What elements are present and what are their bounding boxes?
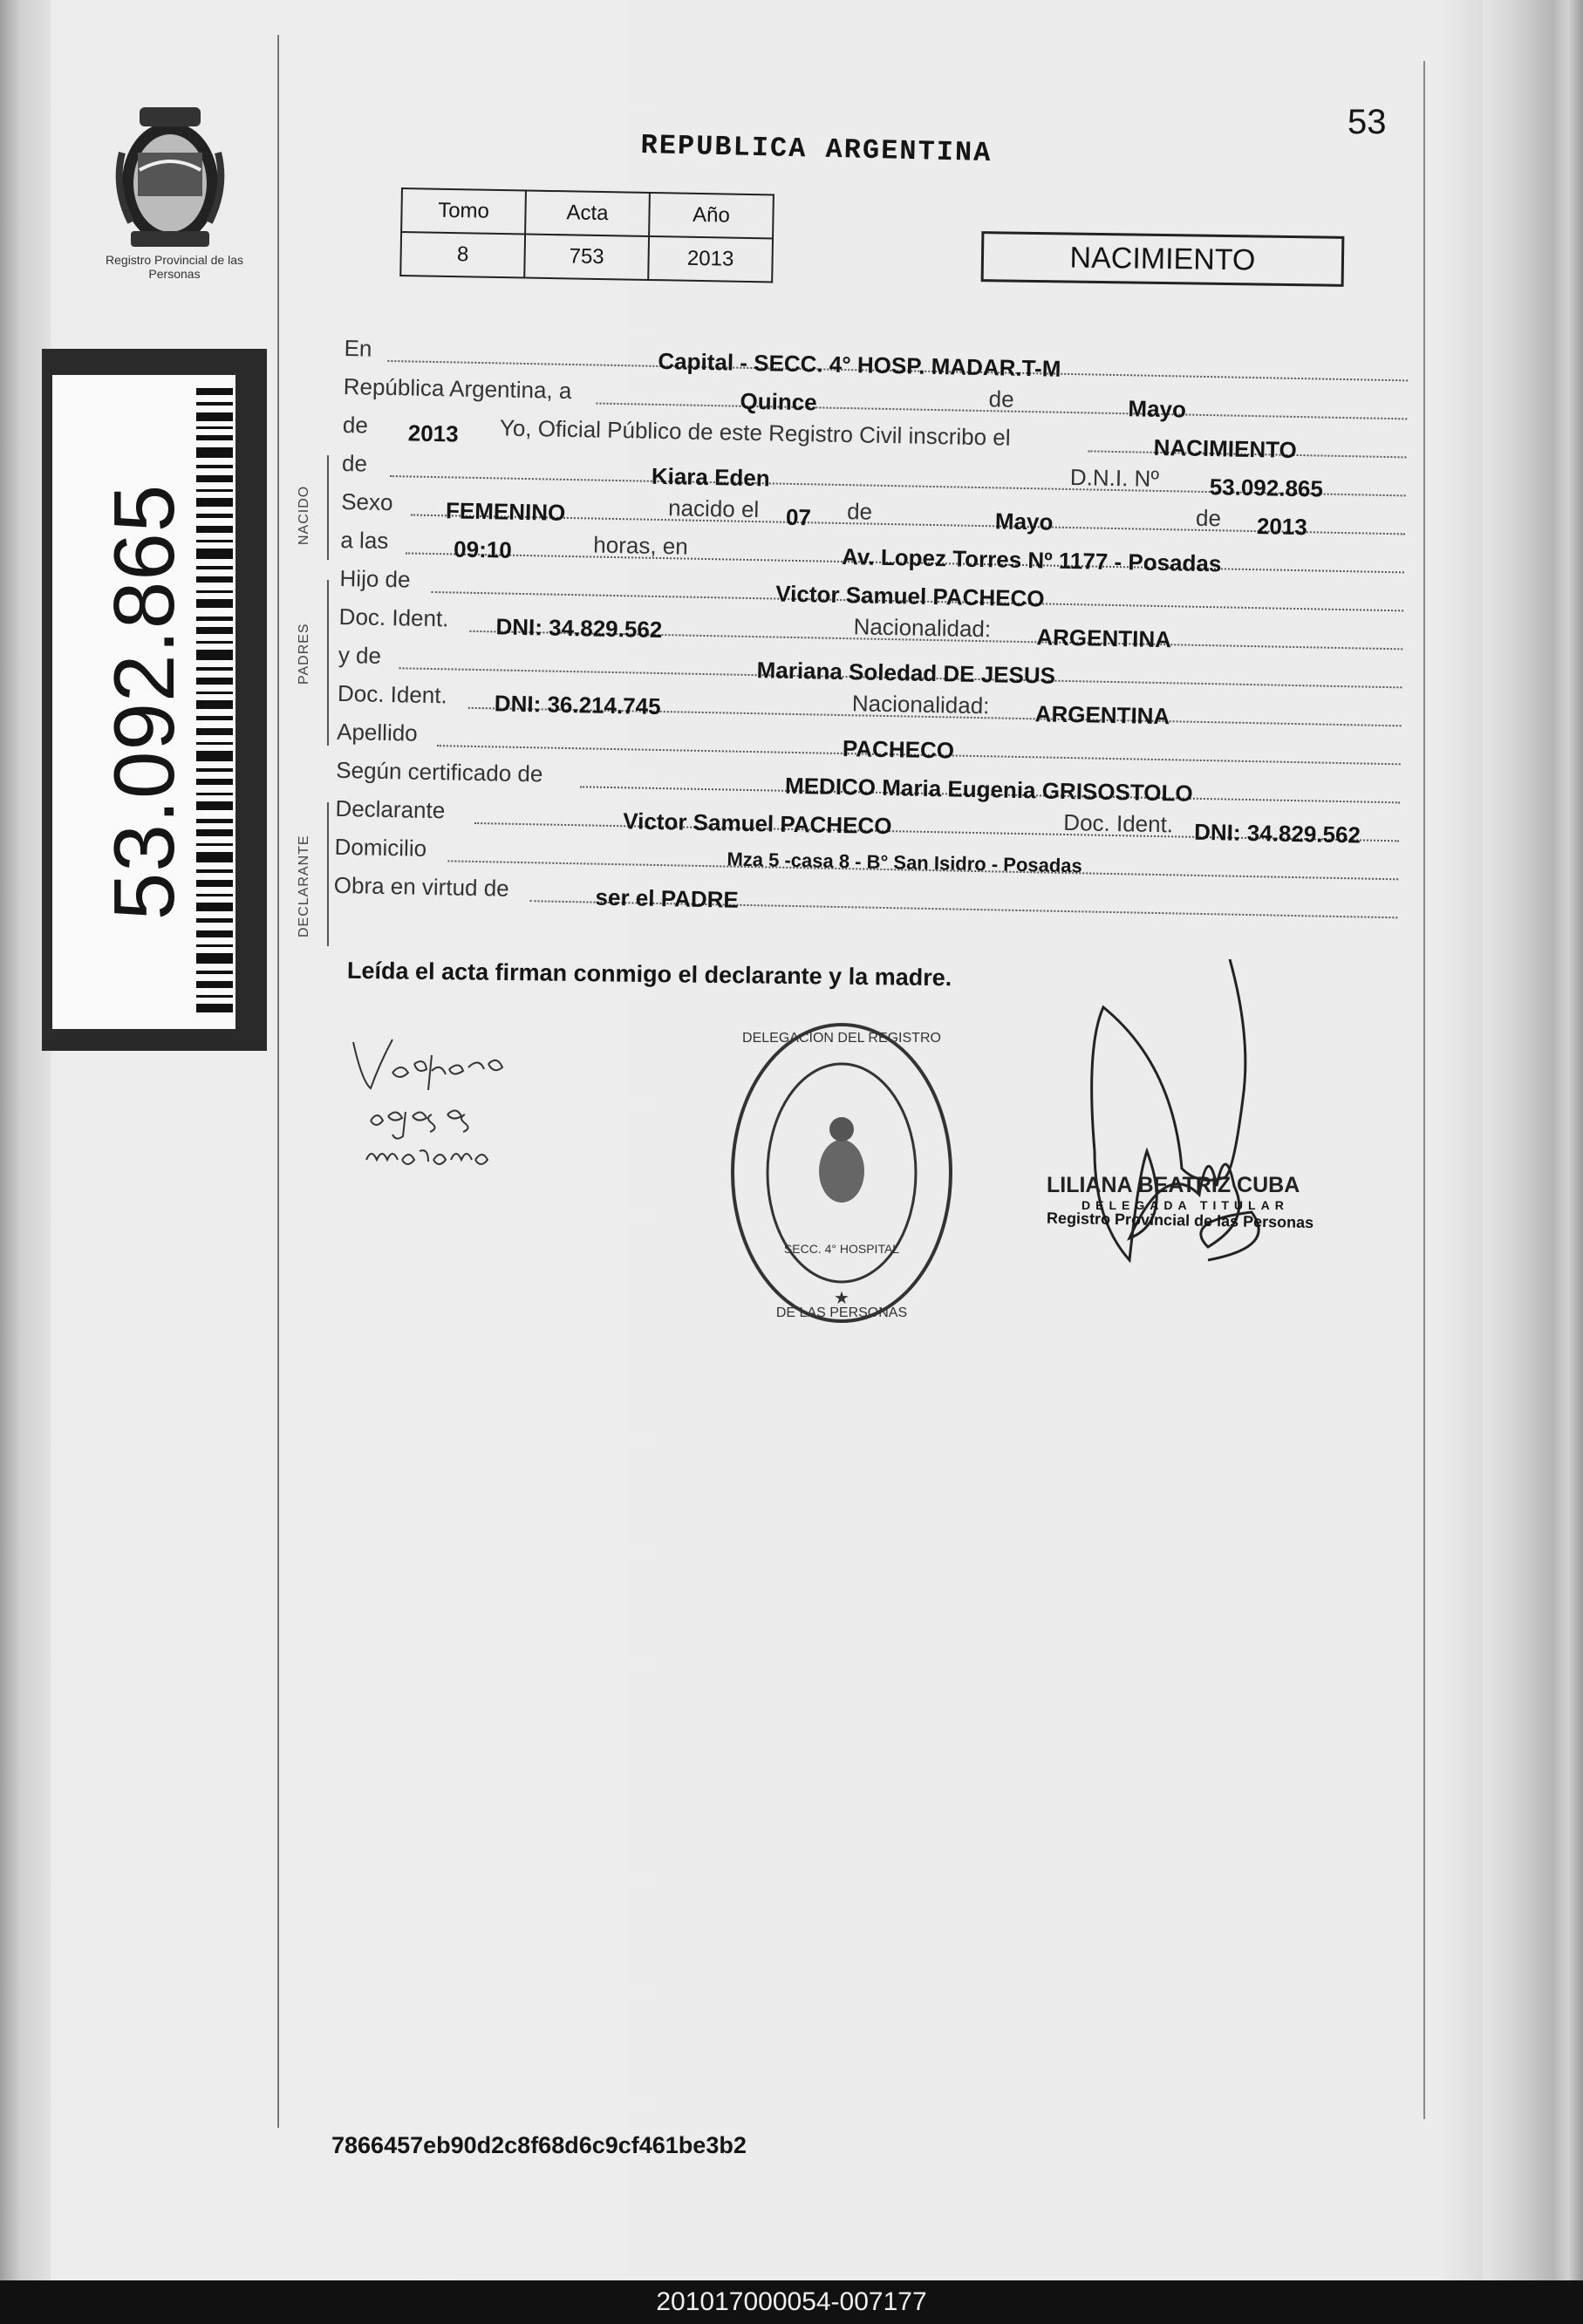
section-label-nacido: NACIDO — [297, 485, 311, 545]
declarant-signature — [345, 1029, 554, 1203]
official-org: Registro Provincial de las Personas — [1046, 1209, 1314, 1232]
document-hash: 7866457eb90d2c8f68d6c9cf461be3b2 — [331, 2132, 747, 2158]
svg-text:DE LAS PERSONAS: DE LAS PERSONAS — [775, 1305, 908, 1320]
registry-value-tomo: 8 — [400, 232, 525, 277]
book-binding-right — [1483, 0, 1583, 2280]
label-domicilio: Domicilio — [334, 833, 427, 862]
document-title: REPUBLICA ARGENTINA — [640, 129, 993, 170]
record-type-box: NACIMIENTO — [981, 231, 1345, 287]
registry-header-acta: Acta — [525, 190, 650, 235]
registration-year: 2013 — [407, 419, 459, 447]
official-name: LILIANA BEATRIZ CUBA — [1047, 1173, 1300, 1197]
registration-day: Quince — [740, 387, 817, 416]
svg-text:DELEGACION DEL REGISTRO: DELEGACION DEL REGISTRO — [742, 1031, 941, 1046]
birth-place: Av. Lopez Torres Nº 1177 - Posadas — [841, 542, 1222, 577]
label-hijo: Hijo de — [339, 564, 411, 593]
declarant-doc: DNI: 34.829.562 — [1193, 818, 1361, 848]
official-signature — [1077, 959, 1304, 1326]
surname: PACHECO — [842, 735, 955, 764]
label-nacido: nacido el — [667, 494, 760, 523]
father-doc: DNI: 34.829.562 — [495, 613, 663, 644]
province-crest-logo — [113, 100, 227, 253]
birth-day: 07 — [785, 503, 812, 531]
label-alas: a las — [340, 526, 389, 555]
registry-table — [399, 187, 774, 283]
father-nationality: ARGENTINA — [1036, 624, 1172, 653]
registration-place: Capital - SECC. 4° HOSP. MADAR.T-M — [658, 347, 1061, 382]
child-name: Kiara Eden — [651, 462, 770, 492]
registry-header-ano: Año — [649, 193, 774, 238]
label-apellido: Apellido — [336, 718, 418, 746]
registration-month: Mayo — [1128, 395, 1187, 423]
child-sex: FEMENINO — [445, 497, 566, 526]
label-de-3: de — [341, 449, 368, 477]
barcode-number: 53.092.865 — [96, 483, 192, 921]
svg-text:★: ★ — [834, 1289, 849, 1308]
certificate: MEDICO Maria Eugenia GRISOSTOLO — [784, 772, 1193, 807]
official-role: DELEGADA TITULAR — [1081, 1198, 1289, 1212]
label-en: En — [344, 334, 372, 362]
label-dni: D.N.I. Nº — [1069, 464, 1160, 492]
crest-caption: Registro Provincial de las Personas — [106, 253, 243, 281]
registry-value-ano: 2013 — [648, 236, 773, 282]
barcode-image — [196, 388, 233, 1016]
section-rule-nacido — [327, 455, 329, 560]
declarant-capacity: ser el PADRE — [595, 883, 740, 913]
label-republica: República Argentina, a — [343, 372, 572, 405]
label-doc-ident-3: Doc. Ident. — [1063, 808, 1174, 838]
section-label-padres: PADRES — [297, 623, 311, 685]
registry-value-acta: 753 — [524, 234, 649, 279]
label-nacionalidad: Nacionalidad: — [853, 613, 992, 643]
registry-header-tomo: Tomo — [401, 188, 526, 234]
child-dni: 53.092.865 — [1209, 474, 1324, 502]
left-margin-rule — [277, 35, 279, 2128]
label-certificado: Según certificado de — [336, 756, 543, 787]
label-declarante: Declarante — [335, 794, 446, 824]
label-yde: y de — [338, 641, 382, 669]
label-de-4: de — [846, 498, 873, 525]
label-de-5: de — [1195, 504, 1222, 532]
declarant-name: Victor Samuel PACHECO — [622, 808, 892, 840]
mother-nationality: ARGENTINA — [1034, 700, 1170, 730]
svg-text:SECC. 4° HOSPITAL: SECC. 4° HOSPITAL — [783, 1242, 900, 1256]
birth-month: Mayo — [994, 508, 1054, 535]
mother-name: Mariana Soledad DE JESUS — [756, 657, 1056, 689]
father-name: Victor Samuel PACHECO — [775, 580, 1045, 612]
label-doc-ident-2: Doc. Ident. — [337, 679, 448, 709]
section-label-declarante: DECLARANTE — [297, 835, 311, 937]
right-margin-rule — [1423, 61, 1425, 2119]
mother-doc: DNI: 36.214.745 — [494, 690, 661, 720]
officer-statement: Yo, Oficial Público de este Registro Civil inscribo el — [499, 414, 1011, 451]
image-id-footer: 201017000054-007177 — [0, 2280, 1583, 2324]
label-de-2: de — [342, 411, 369, 439]
page-number: 53 — [1348, 103, 1387, 141]
label-obra: Obra en virtud de — [333, 871, 509, 902]
label-de: de — [988, 385, 1014, 412]
label-doc-ident: Doc. Ident. — [338, 603, 449, 632]
section-rule-padres — [327, 580, 329, 746]
official-block — [1047, 1173, 1378, 1230]
label-nacionalidad-2: Nacionalidad: — [851, 690, 990, 719]
official-seal-stamp — [724, 1016, 959, 1330]
closing-statement: Leída el acta firman conmigo el declarante y la madre. — [346, 957, 952, 992]
label-horas: horas, en — [593, 531, 689, 560]
birth-year: 2013 — [1256, 513, 1308, 541]
label-sexo: Sexo — [340, 487, 393, 516]
event-type: NACIMIENTO — [1153, 433, 1298, 463]
book-binding-left — [0, 0, 51, 2280]
birth-record-form — [333, 331, 1408, 927]
section-rule-declarante — [327, 802, 329, 946]
birth-time: 09:10 — [453, 535, 513, 563]
declarant-address: Mza 5 -casa 8 - B° San Isidro - Posadas — [727, 848, 1083, 877]
